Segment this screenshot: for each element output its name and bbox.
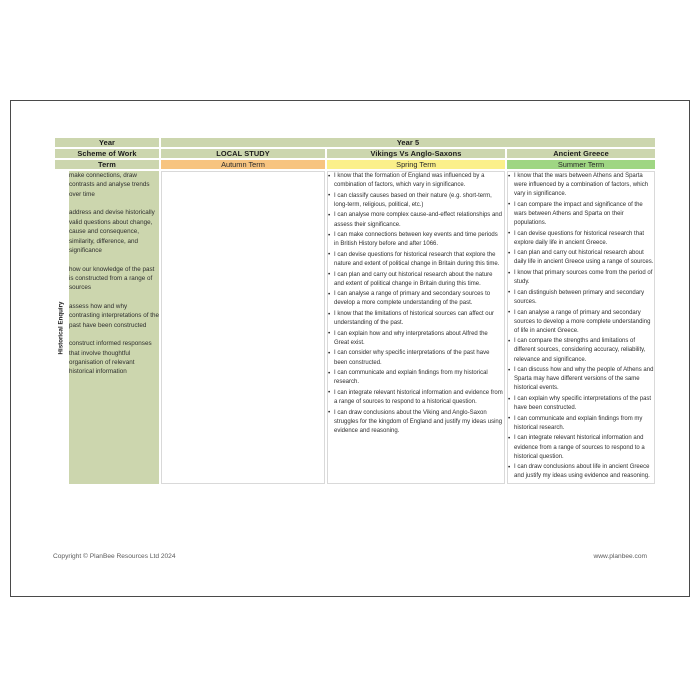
- list-item: • I can devise questions for historical research that explore the nature and extent of political change in Britain during this time.: [328, 251, 504, 269]
- row-label-year: Year: [55, 138, 159, 147]
- table-row-term: [55, 160, 655, 169]
- objectives-cell-vikings-vs-anglo-saxons: [327, 171, 505, 484]
- list-item: • I can analyse more complex cause-and-effect relationships and assess their significance.: [328, 211, 504, 229]
- table-row-scheme-of-work: [55, 149, 655, 158]
- list-item: • I can integrate relevant historical information and evidence from a range of sources to respond to a historical question.: [508, 434, 654, 461]
- strand-label-historical-enquiry: [55, 171, 67, 484]
- objectives-cell-ancient-greece: [507, 171, 655, 484]
- list-item: • I can explain how and why interpretations about Alfred the Great exist.: [328, 330, 504, 348]
- row-label-term: Term: [55, 160, 159, 169]
- list-item: • I can analyse a range of primary and secondary sources to develop a more complete understanding of the past.: [328, 290, 504, 308]
- list-item: • I can explain why specific interpretations of the past have been constructed.: [508, 395, 654, 413]
- term-spring: Spring Term: [327, 160, 505, 169]
- page-footer: [53, 553, 647, 560]
- strand-label-text: Historical Enquiry: [57, 301, 65, 354]
- list-item: • I can devise questions for historical research that explore daily life in ancient Greece.: [508, 230, 654, 248]
- copyright-text: Copyright © PlanBee Resources Ltd 2024: [53, 553, 176, 560]
- list-item: • I can classify causes based on their nature (e.g. short-term, long-term, religious, political, etc.): [328, 192, 504, 210]
- list-item: • I can plan and carry out historical research about the nature and extent of political change in Britain during this time.: [328, 271, 504, 289]
- year-value: Year 5: [161, 138, 655, 147]
- list-item: • I can analyse a range of primary and secondary sources to develop a more complete understanding of life in ancient Greece.: [508, 309, 654, 336]
- objectives-cell-local-study: [161, 171, 325, 484]
- term-autumn: Autumn Term: [161, 160, 325, 169]
- website-link[interactable]: www.planbee.com: [593, 553, 647, 560]
- list-item: • I can distinguish between primary and secondary sources.: [508, 289, 654, 307]
- strand-aim: how our knowledge of the past is constructed from a range of sources: [69, 265, 155, 292]
- list-item: • I can discuss how and why the people of Athens and Sparta may have different versions of the same historical events.: [508, 366, 654, 393]
- strand-aim: address and devise historically valid questions about change, cause and consequence, similarity, difference, and significance: [69, 209, 155, 255]
- strand-aim: make connections, draw contrasts and analyse trends over time: [69, 172, 150, 198]
- list-item: • I can consider why specific interpretations of the past have been constructed.: [328, 349, 504, 367]
- document-page: [10, 100, 690, 597]
- table-row-year: [55, 138, 655, 147]
- term-summer: Summer Term: [507, 160, 655, 169]
- list-item: • I know that the limitations of historical sources can affect our understanding of the past.: [328, 310, 504, 328]
- list-item: • I can make connections between key events and time periods in British History before and after 1066.: [328, 231, 504, 249]
- list-item: • I can compare the impact and significance of the wars between Athens and Sparta on their populations.: [508, 201, 654, 228]
- list-item: • I know that the formation of England was influenced by a combination of factors, which vary in significance.: [328, 172, 504, 190]
- list-item: • I know that primary sources come from the period of study.: [508, 269, 654, 287]
- objectives-list: [508, 172, 654, 482]
- list-item: • I can communicate and explain findings from my historical research.: [328, 369, 504, 387]
- list-item: • I can draw conclusions about the Viking and Anglo-Saxon struggles for the kingdom of England and justify my ideas using evidence and reasoning.: [328, 409, 504, 436]
- objectives-list: [328, 172, 504, 436]
- list-item: • I can communicate and explain findings from my historical research.: [508, 415, 654, 433]
- strand-aims-list: [69, 171, 159, 484]
- curriculum-table: [53, 136, 657, 486]
- table-row-historical-enquiry: [55, 171, 655, 484]
- list-item: • I can integrate relevant historical information and evidence from a range of sources to respond to a historical question.: [328, 389, 504, 407]
- strand-aim: construct informed responses that involve thoughtful organisation of relevant historical information: [69, 340, 152, 376]
- list-item: • I can plan and carry out historical research about daily life in ancient Greece using a range of sources.: [508, 249, 654, 267]
- strand-aim: assess how and why contrasting interpretations of the past have been constructed: [69, 302, 159, 329]
- list-item: • I know that the wars between Athens and Sparta were influenced by a combination of factors, which vary in significance.: [508, 172, 654, 199]
- list-item: • I can compare the strengths and limitations of different sources, considering accuracy, reliability, relevance and significance.: [508, 337, 654, 364]
- scheme-vikings-vs-anglo-saxons: Vikings Vs Anglo-Saxons: [327, 149, 505, 158]
- row-label-scheme-of-work: Scheme of Work: [55, 149, 159, 158]
- scheme-ancient-greece: Ancient Greece: [507, 149, 655, 158]
- scheme-local-study: LOCAL STUDY: [161, 149, 325, 158]
- list-item: • I can draw conclusions about life in ancient Greece and justify my ideas using evidence and reasoning.: [508, 463, 654, 481]
